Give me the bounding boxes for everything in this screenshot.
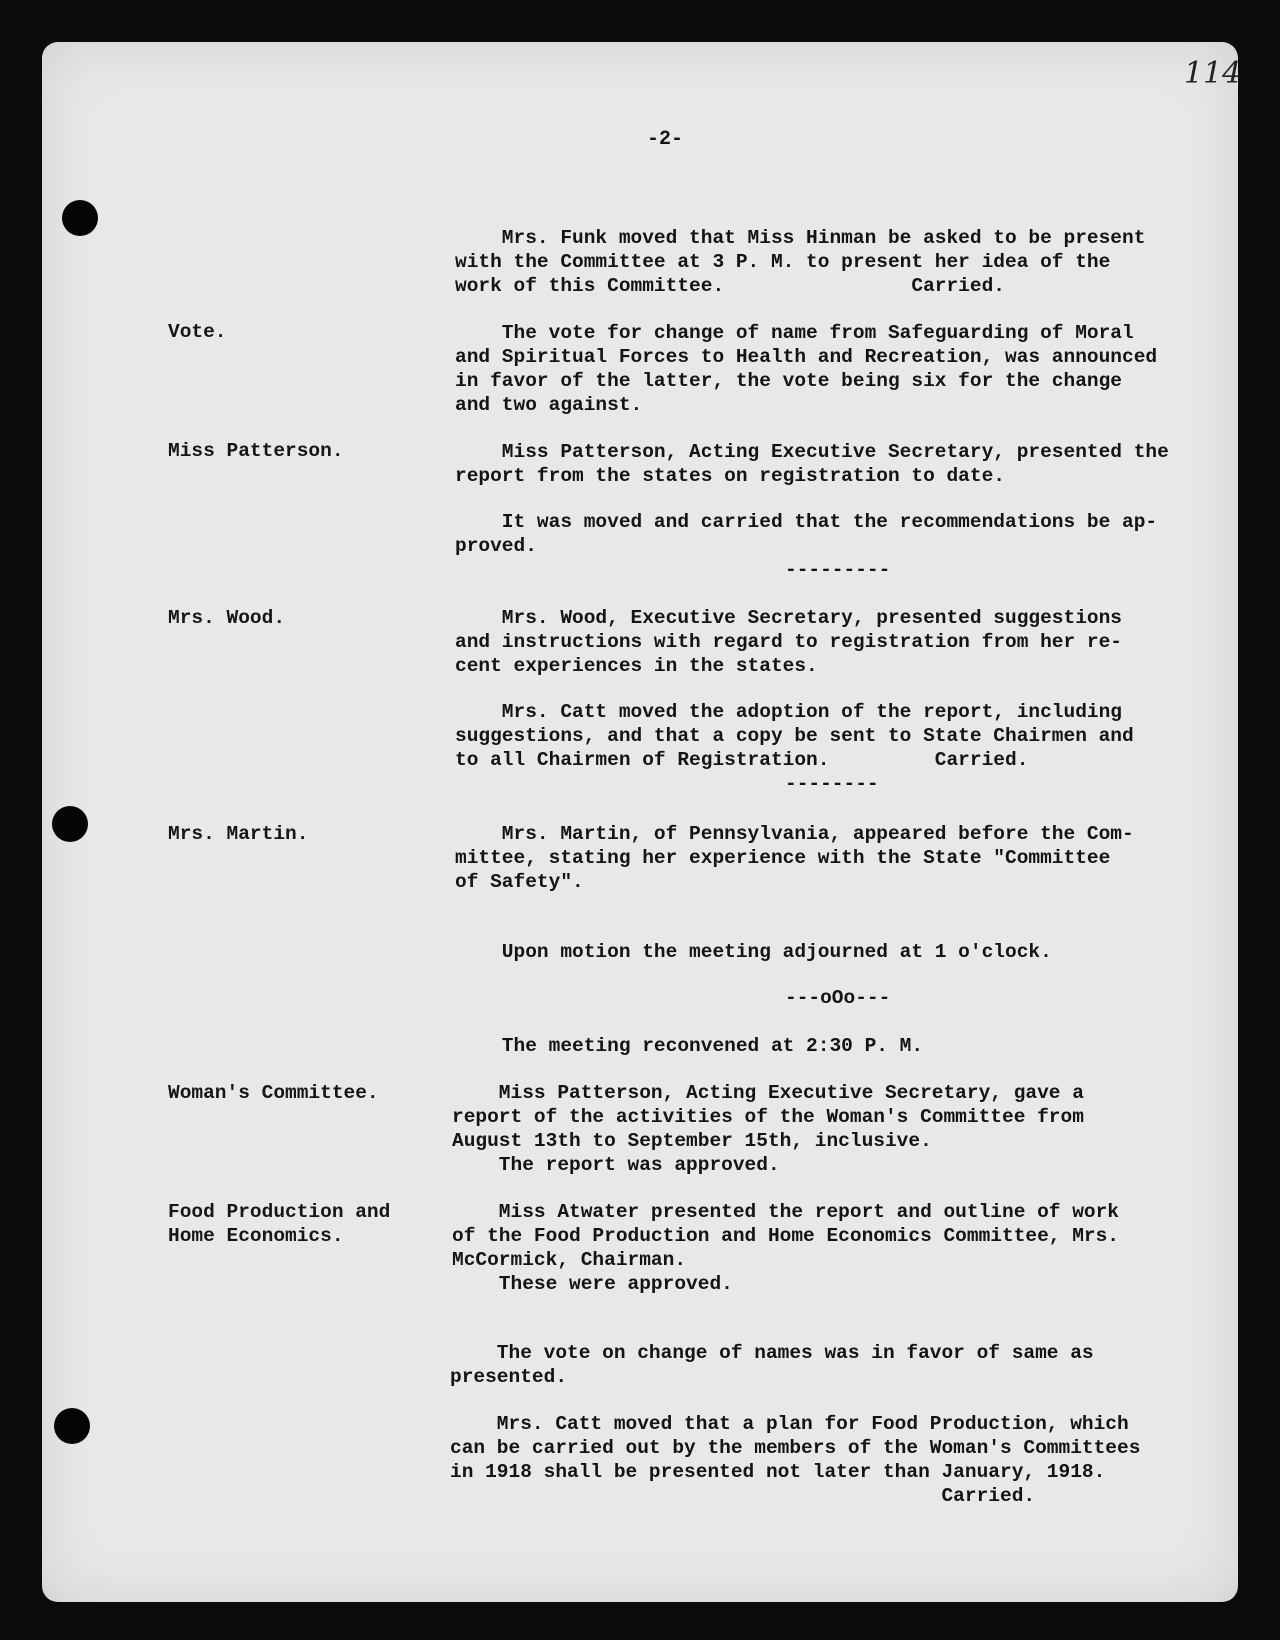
body-line: report from the states on registration to date. bbox=[455, 465, 1005, 487]
body-line: Mrs. Martin, of Pennsylvania, appeared before the Com- bbox=[455, 823, 1134, 845]
body-line: suggestions, and that a copy be sent to State Chairmen and bbox=[455, 725, 1134, 747]
punch-hole-top bbox=[62, 200, 98, 236]
body-line: Mrs. Funk moved that Miss Hinman be asked to be present bbox=[455, 227, 1146, 249]
body-line: These were approved. bbox=[452, 1273, 733, 1295]
margin-label-vote: Vote. bbox=[168, 321, 227, 343]
body-line: and Spiritual Forces to Health and Recreation, was announced bbox=[455, 346, 1158, 368]
body-line: to all Chairmen of Registration. Carried. bbox=[455, 749, 1029, 771]
body-line: Miss Atwater presented the report and outline of work bbox=[452, 1201, 1120, 1223]
separator-dashes: -------- bbox=[785, 773, 879, 795]
margin-label-mrs-wood: Mrs. Wood. bbox=[168, 607, 286, 629]
body-line: of Safety". bbox=[455, 871, 584, 893]
separator-ooo: ---oOo--- bbox=[785, 987, 891, 1009]
margin-label-miss-patterson: Miss Patterson. bbox=[168, 440, 344, 462]
body-line: can be carried out by the members of the Woman's Committees bbox=[450, 1437, 1141, 1459]
body-line: August 13th to September 15th, inclusive. bbox=[452, 1130, 932, 1152]
body-line: work of this Committee. Carried. bbox=[455, 275, 1005, 297]
body-line: The report was approved. bbox=[452, 1154, 780, 1176]
body-line: and two against. bbox=[455, 394, 643, 416]
body-line: in favor of the latter, the vote being six for the change bbox=[455, 370, 1123, 392]
body-line: Carried. bbox=[450, 1485, 1036, 1507]
body-line: mittee, stating her experience with the State "Committee bbox=[455, 847, 1111, 869]
punch-hole-bottom bbox=[54, 1408, 90, 1444]
body-line: report of the activities of the Woman's Committee from bbox=[452, 1106, 1084, 1128]
body-line: Upon motion the meeting adjourned at 1 o'clock. bbox=[455, 941, 1052, 963]
page-number: -2- bbox=[646, 128, 683, 151]
body-line: It was moved and carried that the recommendations be ap- bbox=[455, 511, 1158, 533]
body-line: Miss Patterson, Acting Executive Secretary, gave a bbox=[452, 1082, 1084, 1104]
body-line: Miss Patterson, Acting Executive Secretary, presented the bbox=[455, 441, 1169, 463]
body-line: Mrs. Catt moved that a plan for Food Production, which bbox=[450, 1413, 1129, 1435]
margin-label-womans-committee: Woman's Committee. bbox=[168, 1082, 379, 1104]
separator-dashes: --------- bbox=[785, 559, 891, 581]
body-line: and instructions with regard to registration from her re- bbox=[455, 631, 1123, 653]
punch-hole-middle bbox=[52, 806, 88, 842]
body-line: cent experiences in the states. bbox=[455, 655, 818, 677]
body-line: The meeting reconvened at 2:30 P. M. bbox=[455, 1035, 924, 1057]
margin-label-food-production-line-2: Home Economics. bbox=[168, 1225, 344, 1247]
body-line: McCormick, Chairman. bbox=[452, 1249, 687, 1271]
body-line: The vote for change of name from Safeguarding of Moral bbox=[455, 322, 1134, 344]
body-line: in 1918 shall be presented not later than January, 1918. bbox=[450, 1461, 1106, 1483]
body-line: Mrs. Wood, Executive Secretary, presented suggestions bbox=[455, 607, 1123, 629]
body-line: of the Food Production and Home Economics Committee, Mrs. bbox=[452, 1225, 1120, 1247]
body-line: with the Committee at 3 P. M. to present her idea of the bbox=[455, 251, 1111, 273]
margin-label-food-production: Food Production and bbox=[168, 1201, 391, 1223]
margin-label-mrs-martin: Mrs. Martin. bbox=[168, 823, 309, 845]
handwritten-page-number: 114 bbox=[1184, 56, 1242, 91]
body-line: presented. bbox=[450, 1366, 568, 1388]
body-line: The vote on change of names was in favor of same as bbox=[450, 1342, 1094, 1364]
body-line: proved. bbox=[455, 535, 537, 557]
body-line: Mrs. Catt moved the adoption of the report, including bbox=[455, 701, 1123, 723]
